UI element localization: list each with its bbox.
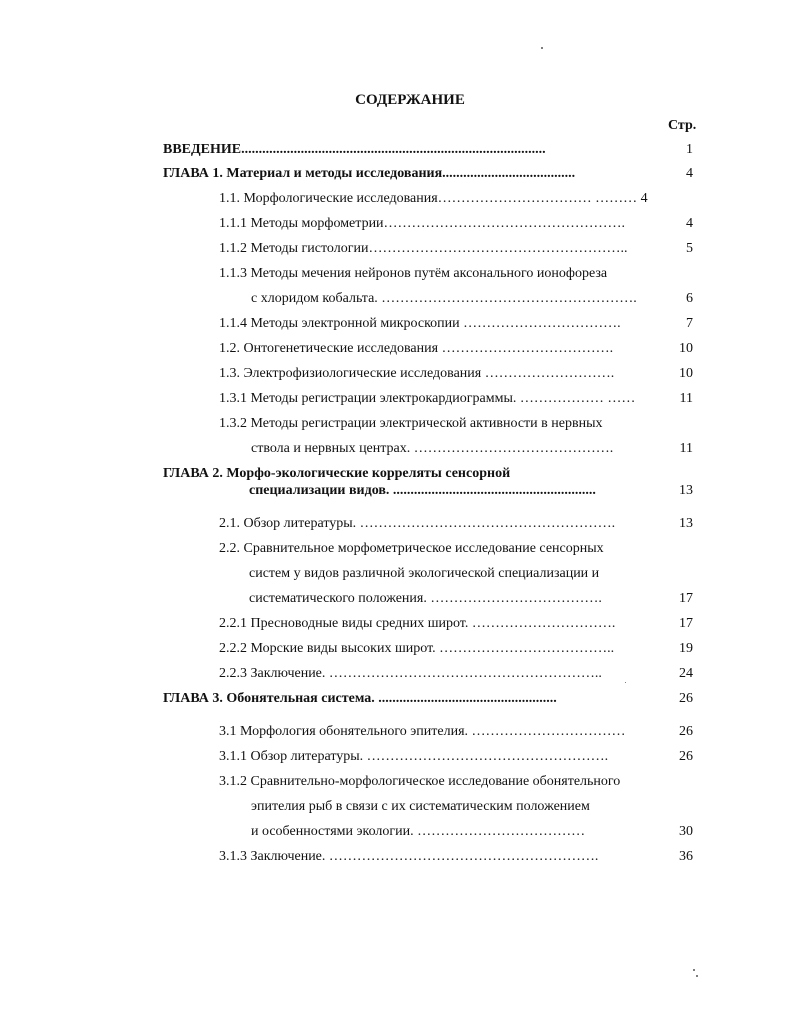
toc-page-number: 26 (679, 749, 693, 764)
toc-entry: 1.1.1 Методы морфометрии……………………………………………. (219, 216, 626, 231)
page-column-header: Стр. (668, 118, 697, 133)
toc-entry: 3.1.1 Обзор литературы. ……………………………………………. (219, 749, 609, 764)
scan-speck (625, 682, 626, 683)
toc-entry: 1.1. Морфологические исследования…………………………… ……… 4 (219, 191, 648, 206)
toc-entry: 1.3.1 Методы регистрации электрокардиограммы. ……………… …… (219, 391, 636, 406)
toc-entry-continuation: и особенностями экологии. ……………………………… (251, 824, 586, 839)
toc-page-number: 36 (679, 849, 693, 864)
toc-page-number: 13 (679, 516, 693, 531)
toc-entry-chapter-3: ГЛАВА 3. Обонятельная система. ................................................... (163, 691, 557, 706)
toc-entry: 1.2. Онтогенетические исследования ………………………………. (219, 341, 614, 356)
toc-entry: 1.3. Электрофизиологические исследования ………………………. (219, 366, 615, 381)
toc-entry-continuation: с хлоридом кобальта. ………………………………………………. (251, 291, 637, 306)
toc-page-number: 1 (686, 142, 693, 157)
toc-entry: 3.1.3 Заключение. …………………………………………………. (219, 849, 599, 864)
toc-page-number: 11 (679, 391, 693, 406)
toc-page-number: 17 (679, 591, 693, 606)
toc-page-number: 26 (679, 724, 693, 739)
toc-page-number: 11 (679, 441, 693, 456)
toc-entry: 2.2.3 Заключение. ………………………………………………….. (219, 666, 602, 681)
toc-page-number: 26 (679, 691, 693, 706)
toc-entry-continuation: специализации видов. .......................................................... (249, 483, 596, 498)
toc-page-number: 30 (679, 824, 693, 839)
toc-page-number: 24 (679, 666, 693, 681)
toc-entry-continuation: ствола и нервных центрах. ……………………………………. (251, 441, 614, 456)
scan-speck (541, 47, 543, 49)
toc-page-number: 5 (686, 241, 693, 256)
toc-entry: 2.2. Сравнительное морфометрическое исследование сенсорных (219, 541, 604, 556)
toc-entry: 1.1.2 Методы гистологии……………………………………………….. (219, 241, 628, 256)
toc-page-number: 7 (686, 316, 693, 331)
scan-speck (693, 969, 695, 971)
toc-page-number: 10 (679, 341, 693, 356)
toc-entry: 1.1.3 Методы мечения нейронов путём аксонального ионофореза (219, 266, 608, 281)
toc-page-number: 19 (679, 641, 693, 656)
toc-entry-continuation: эпителия рыб в связи с их систематическим положением (251, 799, 590, 814)
toc-entry-continuation: систем у видов различной экологической специализации и (249, 566, 600, 581)
toc-entry-chapter-2: ГЛАВА 2. Морфо-экологические корреляты сенсорной (163, 466, 511, 481)
toc-entry: 3.1 Морфология обонятельного эпителия. …………………………… (219, 724, 626, 739)
toc-entry-continuation: систематического положения. ………………………………. (249, 591, 602, 606)
toc-page-number: 4 (686, 166, 693, 181)
toc-page-number: 6 (686, 291, 693, 306)
toc-entry-introduction: ВВЕДЕНИЕ....................................................................................... (163, 142, 546, 157)
toc-page-number: 10 (679, 366, 693, 381)
toc-entry-chapter-1: ГЛАВА 1. Материал и методы исследования...................................... (163, 166, 576, 181)
toc-page-number: 17 (679, 616, 693, 631)
toc-entry: 1.3.2 Методы регистрации электрической активности в нервных (219, 416, 603, 431)
toc-page-number: 13 (679, 483, 693, 498)
scan-speck (696, 975, 698, 977)
toc-entry: 3.1.2 Сравнительно-морфологическое исследование обонятельного (219, 774, 621, 789)
toc-entry: 2.1. Обзор литературы. ………………………………………………. (219, 516, 616, 531)
toc-entry: 2.2.1 Пресноводные виды средних широт. …………………………. (219, 616, 616, 631)
toc-entry: 1.1.4 Методы электронной микроскопии ……………………………. (219, 316, 621, 331)
toc-entry: 2.2.2 Морские виды высоких широт. ……………………………….. (219, 641, 615, 656)
toc-page-number: 4 (686, 216, 693, 231)
page-title: СОДЕРЖАНИЕ (355, 92, 465, 108)
